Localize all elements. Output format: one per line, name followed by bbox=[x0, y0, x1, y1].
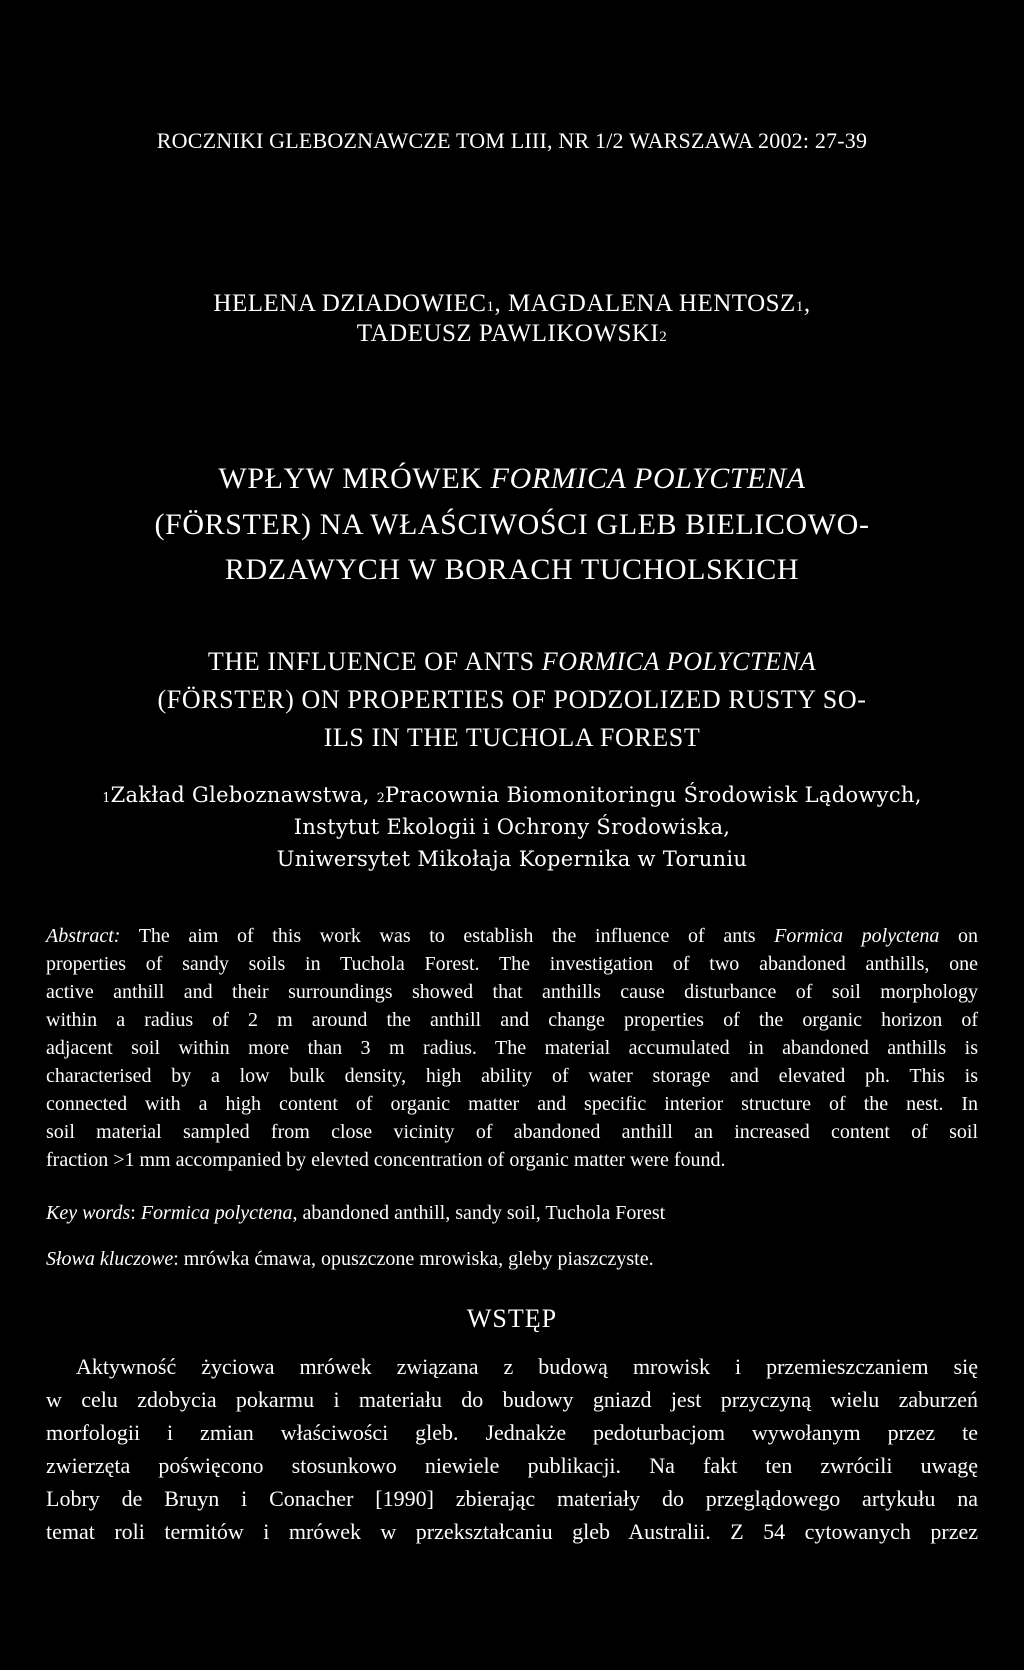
title-pl-line-3: RDZAWYCH W BORACH TUCHOLSKICH bbox=[224, 553, 800, 586]
keywords-colon: : bbox=[130, 1202, 141, 1224]
keywords-label: Key words bbox=[46, 1202, 131, 1224]
abstract-line-2: properties of sandy soils in Tuchola Forest. The investigation of two abandoned anthills, one bbox=[46, 953, 978, 975]
author-2-affil: 1 bbox=[795, 299, 804, 315]
title-pl-text: WPŁYW MRÓWEK bbox=[218, 462, 491, 495]
intro-line-4: zwierzęta poświęcono stosunkowo niewiele publikacji. Na fakt ten zwrócili uwagę bbox=[46, 1453, 978, 1478]
affiliation-line-2: Instytut Ekologii i Ochrony Środowiska, bbox=[293, 815, 731, 839]
abstract-line-7: connected with a high content of organic matter and specific interior structure of the nest. In bbox=[46, 1093, 978, 1115]
abstract-label: Abstract: bbox=[46, 925, 121, 947]
author-2: , MAGDALENA HENTOSZ bbox=[494, 290, 796, 317]
slowa-rest: : mrówka ćmawa, opuszczone mrowiska, gleby piaszczyste. bbox=[173, 1248, 654, 1270]
abstract-line-9: fraction >1 mm accompanied by elevted concentration of organic matter were found. bbox=[46, 1149, 726, 1171]
keywords-rest: , abandoned anthill, sandy soil, Tuchola Forest bbox=[292, 1202, 666, 1224]
title-en-line-2: (FÖRSTER) ON PROPERTIES OF PODZOLIZED RUSTY SO- bbox=[157, 685, 867, 714]
author-2-comma: , bbox=[803, 290, 811, 317]
intro-line-1: Aktywność życiowa mrówek związana z budową mrowisk i przemieszczaniem się bbox=[76, 1354, 978, 1379]
keywords-species: Formica polyctena bbox=[140, 1202, 293, 1224]
author-3-affil: 2 bbox=[659, 329, 668, 345]
slowa-kluczowe-line bbox=[46, 1248, 654, 1271]
author-1: HELENA DZIADOWIEC bbox=[213, 290, 487, 317]
title-pl-species: FORMICA POLYCTENA bbox=[490, 462, 806, 495]
affil-sup-1: 1 bbox=[102, 790, 111, 805]
affiliation-line-1 bbox=[0, 783, 1024, 807]
journal-header: ROCZNIKI GLEBOZNAWCZE TOM LIII, NR 1/2 WARSZAWA 2002: 27-39 bbox=[156, 128, 868, 153]
title-en-species: FORMICA POLYCTENA bbox=[541, 647, 817, 676]
abstract-species: Formica polyctena bbox=[774, 925, 940, 947]
abstract-text: The aim of this work was to establish the influence of ants bbox=[120, 925, 775, 947]
title-en-line-1 bbox=[0, 647, 1024, 677]
intro-line-6: temat roli termitów i mrówek w przekształcaniu gleb Australii. Z 54 cytowanych przez bbox=[46, 1519, 978, 1544]
section-heading: WSTĘP bbox=[466, 1304, 558, 1333]
affil-zaklad: Zakład Gleboznawstwa, bbox=[110, 783, 377, 807]
intro-line-5: Lobry de Bruyn i Conacher [1990] zbierając materiały do przeglądowego artykułu na bbox=[46, 1486, 978, 1511]
authors-line-1 bbox=[0, 290, 1024, 318]
author-1-affil: 1 bbox=[486, 299, 495, 315]
keywords-line bbox=[46, 1202, 665, 1225]
title-en-text: THE INFLUENCE OF ANTS bbox=[207, 647, 542, 676]
abstract-text-end: on bbox=[939, 925, 979, 947]
title-pl-line-2: (FÖRSTER) NA WŁAŚCIWOŚCI GLEB BIELICOWO- bbox=[154, 508, 870, 541]
title-en-line-3: ILS IN THE TUCHOLA FOREST bbox=[323, 723, 701, 752]
authors-line-2 bbox=[0, 320, 1024, 348]
intro-line-2: w celu zdobycia pokarmu i materiału do budowy gniazd jest przyczyną wielu zaburzeń bbox=[46, 1387, 978, 1412]
affil-pracownia: Pracownia Biomonitoringu Środowisk Lądowych, bbox=[385, 783, 922, 807]
title-pl-line-1 bbox=[0, 462, 1024, 496]
author-3: TADEUSZ PAWLIKOWSKI bbox=[356, 320, 660, 347]
abstract-line-4: within a radius of 2 m around the anthill and change properties of the organic horizon of bbox=[46, 1009, 978, 1031]
abstract-line-3: active anthill and their surroundings showed that anthills cause disturbance of soil morphology bbox=[46, 981, 978, 1003]
abstract-line-1 bbox=[46, 925, 978, 948]
slowa-label: Słowa kluczowe bbox=[46, 1248, 174, 1270]
abstract-line-5: adjacent soil within more than 3 m radius. The material accumulated in abandoned anthills is bbox=[46, 1037, 978, 1059]
abstract-line-8: soil material sampled from close vicinity of abandoned anthill an increased content of soil bbox=[46, 1121, 978, 1143]
affil-sup-2: 2 bbox=[376, 790, 386, 805]
abstract-line-6: characterised by a low bulk density, high ability of water storage and elevated ph. This is bbox=[46, 1065, 978, 1087]
affiliation-line-3: Uniwersytet Mikołaja Kopernika w Toruniu bbox=[276, 847, 748, 871]
intro-line-3: morfologii i zmian właściwości gleb. Jednakże pedoturbacjom wywołanym przez te bbox=[46, 1420, 978, 1445]
